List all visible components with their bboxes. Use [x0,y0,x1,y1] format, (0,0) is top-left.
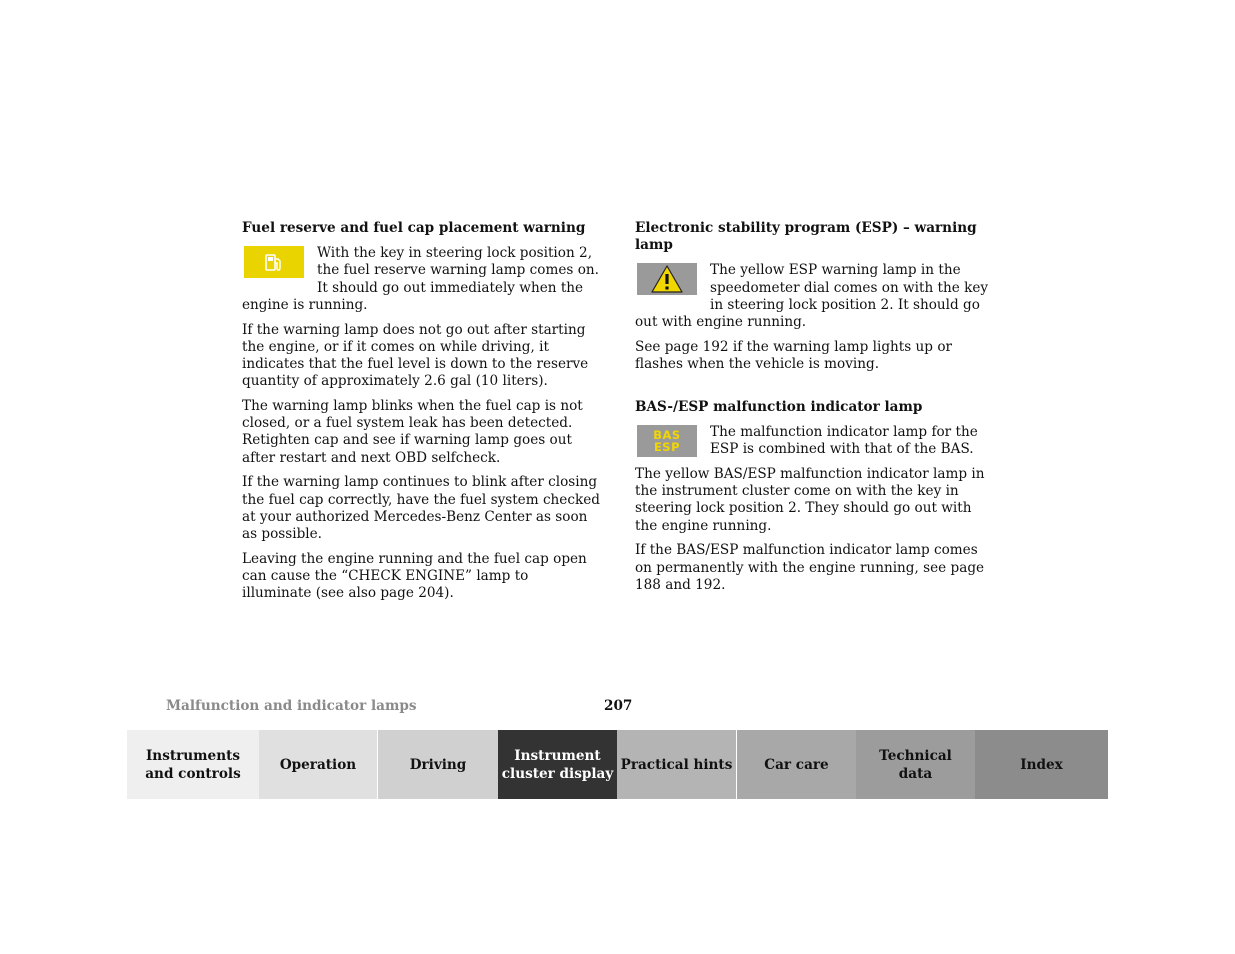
tab-instruments-and-controls[interactable]: Instruments and controls [127,730,259,799]
tab-instrument-cluster-display[interactable]: Instrument cluster display [498,730,617,799]
tab-driving[interactable]: Driving [378,730,498,799]
fuel-paragraph-4: If the warning lamp continues to blink after closing the fuel cap correctly, have the fuel system checked at your authorized Mercedes-Benz Center as soon as possible. [242,474,600,543]
chapter-nav [127,730,1108,799]
bas-esp-heading: BAS-/ESP malfunction indicator lamp [635,398,923,415]
warning-triangle-icon [637,263,697,295]
tab-car-care[interactable]: Car care [737,730,856,799]
fuel-warning-heading: Fuel reserve and fuel cap placement warning [242,220,586,236]
esp-paragraph-2: See page 192 if the warning lamp lights up or flashes when the vehicle is moving. [635,338,953,373]
left-column [242,220,600,610]
tab-index[interactable]: Index [975,730,1108,799]
esp-paragraph-1: The yellow ESP warning lamp in the speedometer dial comes on with the key in steering lock position 2. It should go out with engine running. [635,262,989,331]
bas-label: BAS [653,428,681,443]
bas-esp-lamp-icon [637,425,697,457]
bas-paragraph-2: The yellow BAS/ESP malfunction indicator lamp in the instrument cluster come on with the key in steering lock position 2. They should go out with the engine running. [635,466,985,534]
page-number: 207 [604,698,633,714]
fuel-paragraph-3: The warning lamp blinks when the fuel cap is not closed, or a fuel system leak has been detected. Retighten cap and see if warning lamp goes out after restart and next OBD selfcheck. [242,398,583,466]
bas-paragraph-3: If the BAS/ESP malfunction indicator lamp comes on permanently with the engine running, see page 188 and 192. [635,542,985,593]
tab-technical-data[interactable]: Technical data [856,730,975,799]
fuel-paragraph-2: If the warning lamp does not go out after starting the engine, or if it comes on while driving, it indicates that the fuel level is down to the reserve quantity of approximately 2.6 gal (10 liters). [242,321,589,390]
fuel-paragraph-1: With the key in steering lock position 2, the fuel reserve warning lamp comes on. It should go out immediately when the engine is running. [242,245,599,313]
esp-label: ESP [653,440,681,455]
esp-warning-heading: Electronic stability program (ESP) – warning lamp [635,220,977,254]
bas-paragraph-1: The malfunction indicator lamp for the ESP is combined with that of the BAS. [710,424,978,458]
fuel-pump-icon [244,246,304,278]
fuel-paragraph-5: Leaving the engine running and the fuel cap open can cause the “CHECK ENGINE” lamp to illuminate (see also page 204). [242,550,587,602]
tab-operation[interactable]: Operation [259,730,378,799]
right-column [635,220,989,602]
tab-practical-hints[interactable]: Practical hints [617,730,737,799]
section-title: Malfunction and indicator lamps [166,698,417,714]
